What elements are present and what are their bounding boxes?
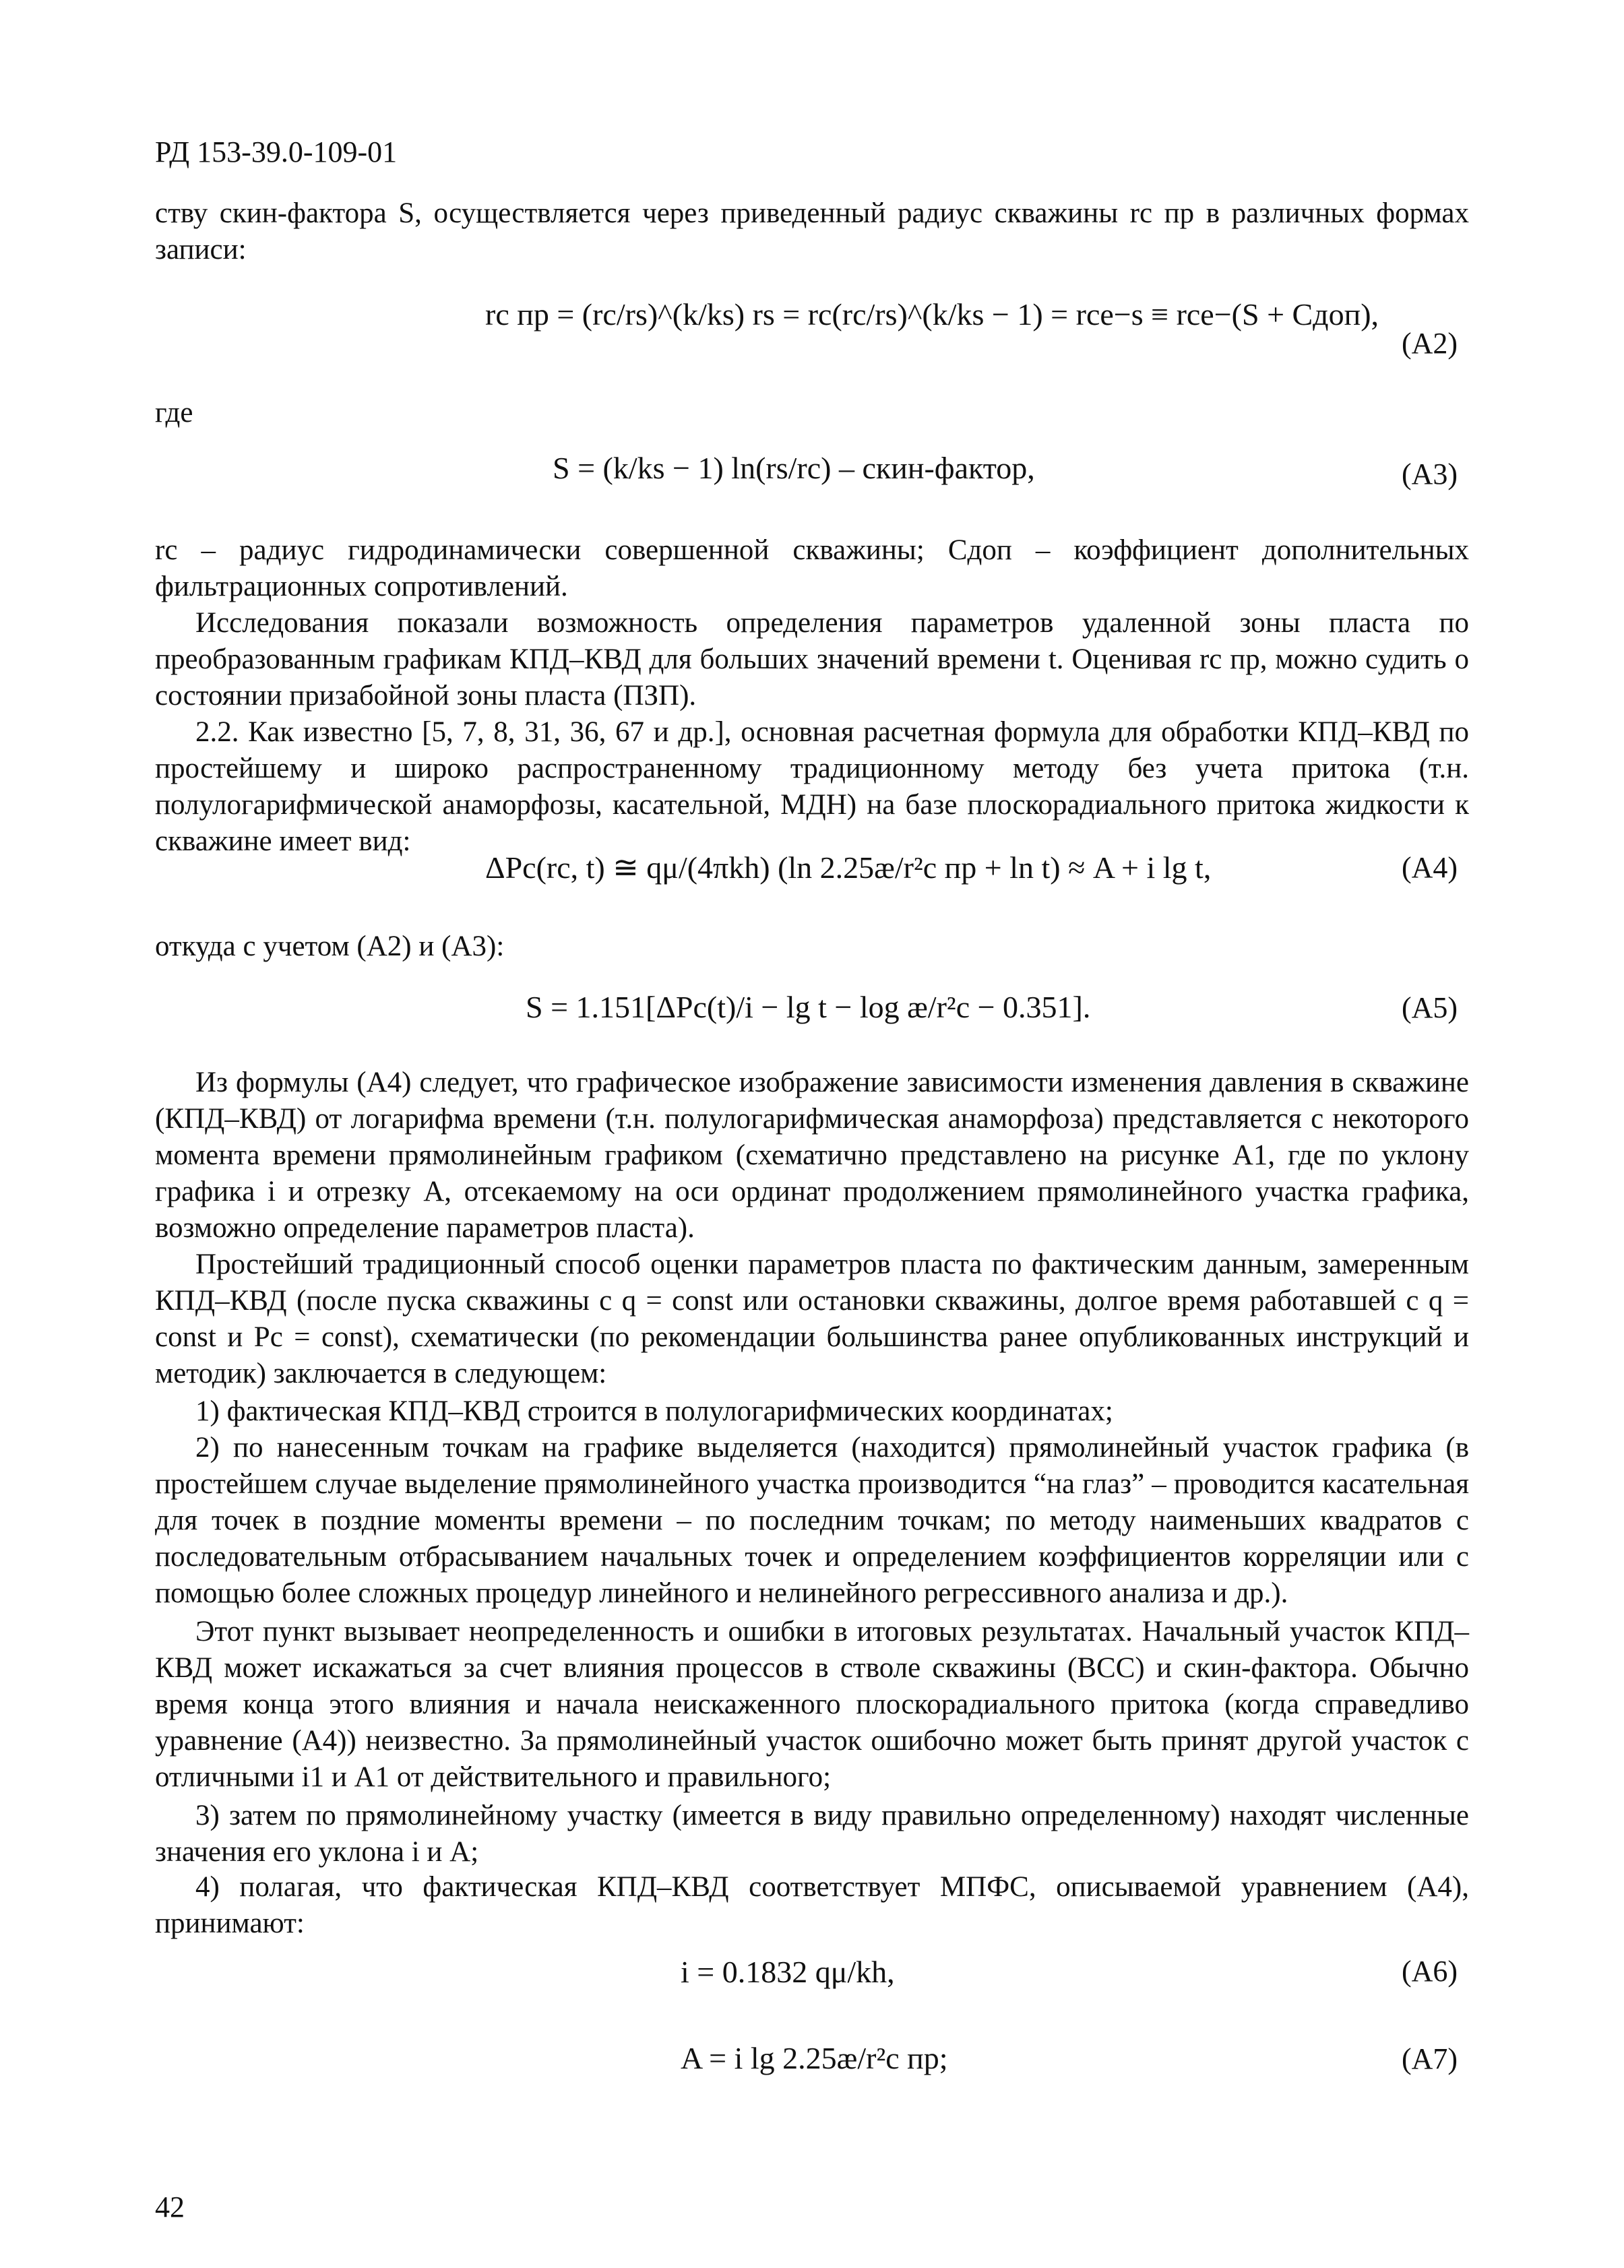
equation-a5-tag: (A5) [1402,991,1458,1024]
page-number: 42 [155,2191,185,2224]
section-2-2-paragraph: 2.2. Как известно [5, 7, 8, 31, 36, 67 и др.], основная расчетная формула для обработки КПД–КВД по простейшему и широко распространенному традиционному методу без учета притока (т.н. полулогарифмической анаморфозы, касательной, МДН) на базе плоскорадиального притока жидкости к скважине имеет вид: [155,716,1469,857]
equation-a3: S = (k/ks − 1) ln(rs/rс) – скин-фактор, [553,451,1035,485]
list-item-1: 1) фактическая КПД–КВД строится в полулогарифмических координатах; [195,1395,1113,1427]
equation-a2-tag: (A2) [1402,327,1458,360]
equation-a7: A = i lg 2.25æ/r²с пр; [681,2041,948,2075]
equation-a6: i = 0.1832 qμ/kh, [681,1955,895,1989]
equation-a3-tag: (A3) [1402,458,1458,491]
equation-a5: S = 1.151[ΔPc(t)/i − lg t − log æ/r²c − 0.351]. [526,990,1091,1024]
intro-paragraph: ству скин-фактора S, осуществляется через приведенный радиус скважины rс пр в различных формах записи: [155,197,1469,265]
document-header: РД 153-39.0-109-01 [155,135,398,168]
equation-a2: rс пр = (rс/rs)^(k/ks) rs = rс(rс/rs)^(k/ks − 1) = rсe−s ≡ rсe−(S + Cдоп), [485,297,1379,332]
point-paragraph: Этот пункт вызывает неопределенность и ошибки в итоговых результатах. Начальный участок КПД–КВД может искажаться за счет влияния процессов в стволе скважины (ВСС) и скин-фактора. Обычно время конца этого влияния и начала неискаженного плоскорадиального притока (когда справедливо уравнение (А4)) неизвестно. За прямолинейный участок ошибочно может быть принят другой участок с отличными i1 и A1 от действительного и правильного; [155,1616,1469,1793]
formula-paragraph: Из формулы (А4) следует, что графическое изображение зависимости изменения давления в скважине (КПД–КВД) от логарифма времени (т.н. полулогарифмическая анаморфоза) представляется с некоторого момента времени прямолинейным графиком (схематично представлено на рисунке А1, где по уклону графика i и отрезку A, отсекаемому на оси ординат продолжением прямолинейного участка графика, возможно определение параметров пласта). [155,1067,1469,1244]
list-item-2: 2) по нанесенным точкам на графике выделяется (находится) прямолинейный участок графика (в простейшем случае выделение прямолинейного участка производится “на глаз” – проводится касательная для точек в поздние моменты времени – по последним точкам; по методу наименьших квадратов с последовательным отбрасыванием начальных точек и определением коэффициентов корреляции или с помощью более сложных процедур линейного и нелинейного регрессивного анализа и др.). [155,1432,1469,1609]
definitions-paragraph: rс – радиус гидродинамически совершенной скважины; Cдоп – коэффициент дополнительных фильтрационных сопротивлений. [155,534,1469,602]
simple-method-paragraph: Простейший традиционный способ оценки параметров пласта по фактическим данным, замеренным КПД–КВД (после пуска скважины с q = const или остановки скважины, долгое время работавшей с q = const и Pc = const), схематически (по рекомендации большинства ранее опубликованных инструкций и методик) заключается в следующем: [155,1249,1469,1389]
list-item-3: 3) затем по прямолинейному участку (имеется в виду правильно определенному) находят численные значения его уклона i и A; [155,1800,1469,1868]
studies-paragraph: Исследования показали возможность определения параметров удаленной зоны пласта по преобразованным графикам КПД–КВД для больших значений времени t. Оценивая rс пр, можно судить о состоянии призабойной зоны пласта (ПЗП). [155,607,1469,712]
equation-a6-tag: (A6) [1402,1955,1458,1988]
equation-a4: ΔPc(rc, t) ≅ qμ/(4πkh) (ln 2.25æ/r²с пр + ln t) ≈ A + i lg t, [485,850,1212,885]
where-label: где [155,397,193,429]
whence-label: откуда с учетом (А2) и (А3): [155,931,505,962]
equation-a7-tag: (A7) [1402,2042,1458,2075]
list-item-4: 4) полагая, что фактическая КПД–КВД соответствует МПФС, описываемой уравнением (А4), принимают: [155,1871,1469,1939]
equation-a4-tag: (A4) [1402,851,1458,884]
